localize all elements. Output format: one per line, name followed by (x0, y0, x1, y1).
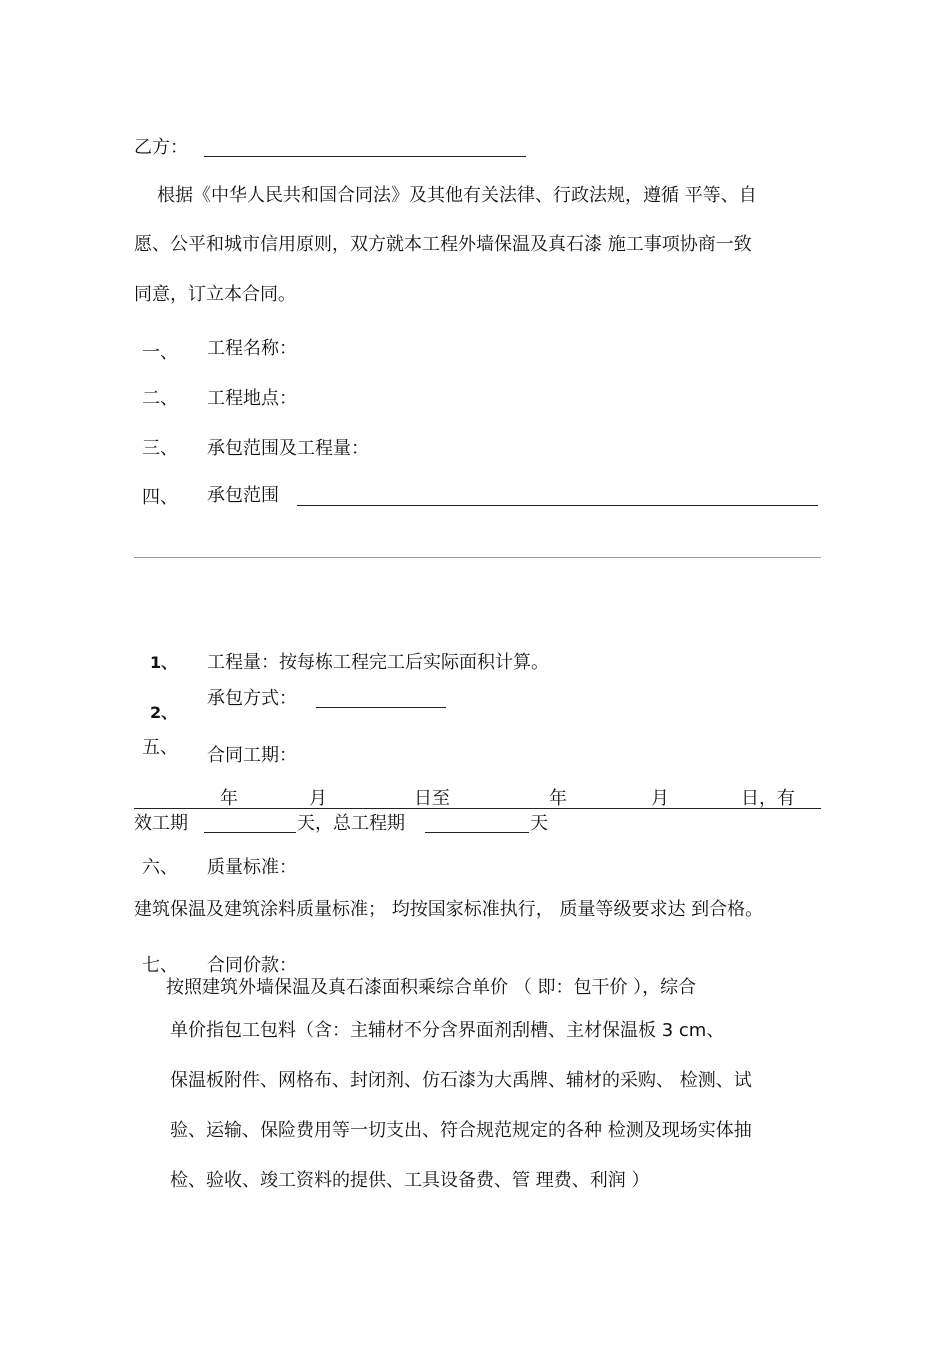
scope-blank-1 (297, 505, 818, 506)
section-7-number: 七、 (142, 955, 178, 976)
item-1-number: 1、 (150, 653, 178, 672)
period-days-2: 天 (530, 813, 548, 834)
scope-blank-2 (134, 557, 821, 558)
section-1-number: 一、 (142, 342, 178, 363)
period-year-1: 年 (220, 788, 238, 809)
section-5-title: 合同工期： (207, 745, 297, 766)
effective-days-blank (204, 832, 296, 833)
total-days-blank (425, 832, 529, 833)
item-2-label: 承包方式： (207, 688, 297, 709)
section-2-title: 工程地点： (207, 388, 297, 409)
price-line-1: 按照建筑外墙保温及真石漆面积乘综合单价 （ 即：包干价 ），综合 (166, 977, 697, 998)
section-2-number: 二、 (142, 388, 178, 409)
period-month-2: 月 (651, 788, 669, 809)
period-day-to: 日至 (414, 788, 450, 809)
price-line-2: 单价指包工包料（含：主辅材不分含界面剂刮槽、主材保温板 3 cm、 (170, 1020, 725, 1041)
intro-line-2: 愿、公平和城市信用原则，双方就本工程外墙保温及真石漆 施工事项协商一致 (134, 234, 752, 255)
section-4-number: 四、 (142, 487, 178, 508)
price-line-3: 保温板附件、网格布、封闭剂、仿石漆为大禹牌、辅材的采购、 检测、试 (170, 1070, 752, 1091)
section-4-title: 承包范围 (207, 485, 279, 506)
section-1-title: 工程名称： (207, 338, 297, 359)
contract-method-blank (316, 707, 446, 708)
section-3-title: 承包范围及工程量： (207, 438, 369, 459)
period-day-end: 日，有 (741, 788, 795, 809)
section-5-number: 五、 (142, 737, 178, 758)
quality-standard-text: 建筑保温及建筑涂料质量标准； 均按国家标准执行， 质量等级要求达 到合格。 (134, 899, 764, 920)
item-2-number: 2、 (150, 703, 178, 722)
price-line-4: 验、运输、保险费用等一切支出、符合规范规定的各种 检测及现场实体抽 (170, 1120, 752, 1141)
period-year-2: 年 (549, 788, 567, 809)
intro-line-1: 根据《中华人民共和国合同法》及其他有关法律、行政法规，遵循 平等、自 (157, 185, 757, 206)
section-7-title: 合同价款： (207, 955, 297, 976)
item-1-text: 工程量：按每栋工程完工后实际面积计算。 (207, 652, 549, 673)
section-3-number: 三、 (142, 438, 178, 459)
party-b-blank (204, 156, 526, 157)
period-month-1: 月 (309, 788, 327, 809)
section-6-number: 六、 (142, 857, 178, 878)
price-line-5: 检、验收、竣工资料的提供、工具设备费、管 理费、利润 ） (170, 1170, 650, 1191)
intro-line-3: 同意，订立本合同。 (134, 284, 296, 305)
party-b-label: 乙方： (134, 137, 188, 158)
period-effective: 效工期 (134, 813, 188, 834)
period-days-1: 天，总工程期 (297, 813, 405, 834)
section-6-title: 质量标准： (207, 857, 297, 878)
